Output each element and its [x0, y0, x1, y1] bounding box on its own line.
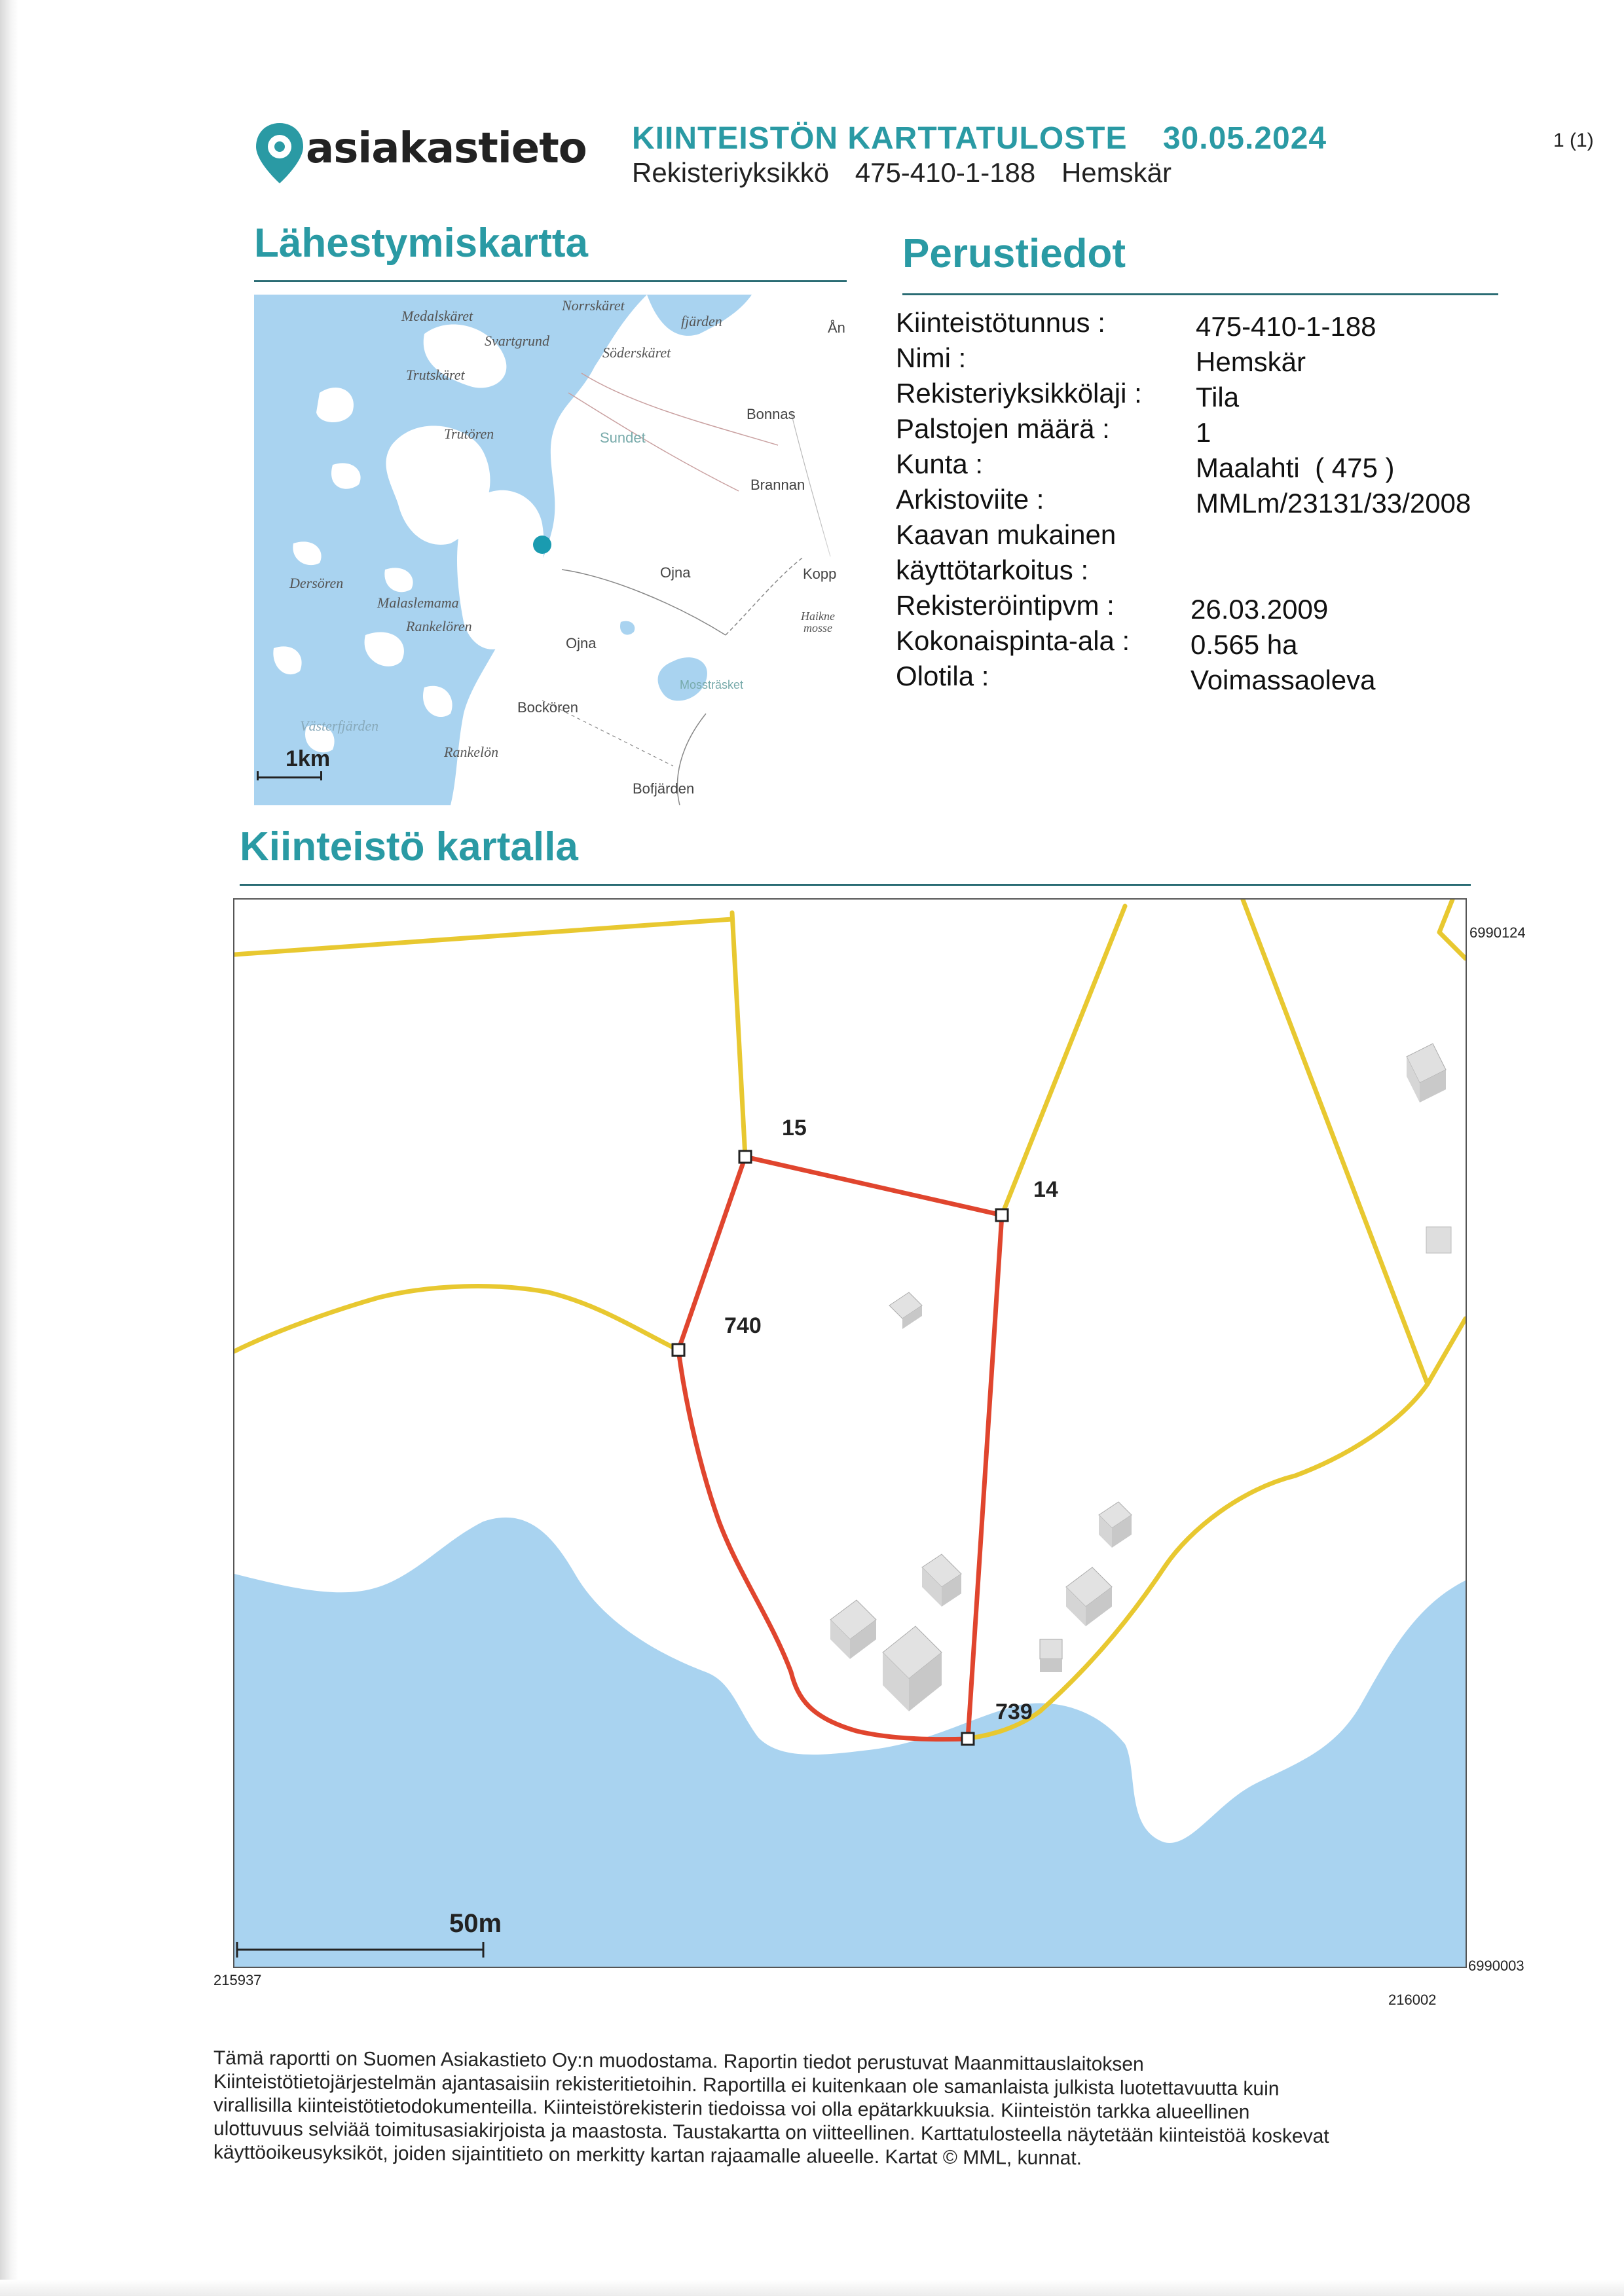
register-unit-name: Hemskär: [1061, 157, 1172, 188]
place-label: Haikne mosse: [801, 610, 835, 634]
point-label-15: 15: [782, 1116, 807, 1140]
info-value: 1: [1196, 417, 1211, 448]
boundary-line: [234, 919, 732, 955]
info-label: Olotila :: [896, 661, 989, 691]
disclaimer-line: Kiinteistötietojärjestelmän ajantasaisiin rekisteritietoihin. Raportilla ei kuitenkaan ole samanlaista julkista luotettavuutta kuin: [213, 2071, 1280, 2100]
info-label: Kunta :: [896, 448, 984, 479]
basic-info-title-rule: [902, 293, 1498, 295]
info-label: Kokonaispinta-ala :: [896, 625, 1130, 656]
point-label-739: 739: [995, 1700, 1033, 1724]
map-scale-label: 50m: [449, 1909, 502, 1938]
disclaimer-line: käyttöoikeusyksiköt, joiden sijaintitieto on merkitty kartan rajaamalle alueelle. Kartat © MML, kunnat.: [213, 2141, 1082, 2170]
overview-scale-label: 1km: [286, 746, 331, 771]
place-label: Ojna: [566, 635, 597, 651]
info-value: Tila: [1196, 382, 1240, 412]
point-label-740: 740: [724, 1313, 762, 1338]
location-pin-icon: [252, 120, 307, 186]
place-label: Mossträsket: [680, 678, 744, 691]
page-number: 1 (1): [1553, 130, 1594, 151]
place-label: Ojna: [660, 564, 691, 581]
point-label-14: 14: [1033, 1177, 1058, 1202]
property-map-graphic: [234, 900, 1466, 1967]
info-value: Maalahti ( 475 ): [1196, 452, 1395, 483]
basic-info-title: Perustiedot: [902, 231, 1126, 276]
place-label: Dersören: [289, 575, 344, 591]
info-value: 475-410-1-188: [1196, 311, 1376, 342]
boundary-point-14: [996, 1209, 1008, 1221]
info-label: Nimi :: [896, 342, 967, 373]
disclaimer-line: Tämä raportti on Suomen Asiakastieto Oy:n muodostama. Raportin tiedot perustuvat Maanmittauslaitoksen: [213, 2047, 1144, 2075]
boundary-point-15: [739, 1151, 751, 1163]
boundary-line: [1243, 900, 1428, 1384]
property-map: [233, 898, 1467, 1968]
report-date: 30.05.2024: [1162, 121, 1327, 156]
boundary-line: [1439, 900, 1466, 958]
place-label: Bockören: [517, 699, 578, 716]
info-label: Arkistoviite :: [896, 484, 1044, 515]
water-area: [234, 1518, 1466, 1967]
boundary-point-739: [962, 1733, 974, 1745]
coord-bottom-left: 215937: [213, 1972, 262, 1988]
info-label: käyttötarkoitus :: [896, 555, 1089, 585]
place-label: Rankelören: [406, 618, 472, 634]
register-unit-label: Rekisteriyksikkö: [632, 157, 830, 188]
place-label: Bonnas: [747, 406, 796, 422]
place-label: Kopp: [803, 566, 837, 582]
place-label: Brannan: [750, 477, 805, 493]
place-label: Malaslemama: [377, 594, 459, 611]
register-unit-id: 475-410-1-188: [855, 157, 1036, 188]
place-label: Ån: [828, 319, 845, 336]
disclaimer: [213, 2047, 1497, 2170]
boundary-point-740: [673, 1344, 684, 1356]
place-label: Västerfjärden: [300, 718, 379, 734]
disclaimer-line: ulottuvuus selviää toimitusasiakirjoista ja maastosta. Taustakartta on viitteellinen. Karttatulosteella näytetään kiinteistöä koskevat: [213, 2118, 1329, 2147]
property-map-title: Kiinteistö kartalla: [240, 824, 578, 869]
place-label: Söderskäret: [602, 344, 671, 361]
overview-title-rule: [254, 280, 847, 282]
info-value: 0.565 ha: [1190, 629, 1298, 660]
scan-bottom-edge: [0, 2280, 1624, 2296]
property-map-title-rule: [240, 884, 1471, 886]
info-label: Kaavan mukainen: [896, 519, 1116, 550]
place-label: Norrskäret: [562, 297, 625, 314]
info-value: Voimassaoleva: [1190, 665, 1376, 695]
place-label: Medalskäret: [401, 308, 473, 324]
info-label: Kiinteistötunnus :: [896, 307, 1105, 338]
coord-bottom-right: 6990003: [1468, 1958, 1524, 1974]
info-label: Palstojen määrä :: [896, 413, 1110, 444]
info-value: 26.03.2009: [1190, 594, 1329, 625]
coord-bottom-x: 216002: [1388, 1992, 1437, 2008]
register-unit-line: [632, 157, 1172, 189]
scan-edge: [0, 0, 18, 2296]
report-title-text: KIINTEISTÖN KARTTATULOSTE: [632, 121, 1128, 156]
place-label: Bofjärden: [633, 780, 695, 797]
disclaimer-line: virallisilla kiinteistötietodokumenteilla. Kiinteistörekisterin tiedoissa voi olla epätarkkuuksia. Kiinteistön tarkka alueellinen: [213, 2094, 1250, 2124]
boundary-line: [234, 1286, 678, 1351]
place-label: Sundet: [600, 429, 646, 446]
parcel-boundary: [678, 1157, 1002, 1740]
brand-name: asiakastieto: [306, 124, 587, 173]
info-label: Rekisteriyksikkölaji :: [896, 378, 1142, 409]
report-title: [632, 120, 1327, 156]
place-label: Trutören: [444, 426, 494, 442]
buildings: [830, 1044, 1451, 1711]
boundary-line: [732, 913, 745, 1157]
overview-map-title: Lähestymiskartta: [254, 221, 589, 266]
info-value: MMLm/23131/33/2008: [1196, 488, 1471, 519]
place-label: Svartgrund: [485, 333, 549, 349]
info-value: Hemskär: [1196, 346, 1306, 377]
info-label: Rekisteröintipvm :: [896, 590, 1115, 621]
brand-logo: [252, 117, 593, 189]
coord-top-right: 6990124: [1469, 924, 1526, 941]
overview-location-marker: [533, 536, 551, 554]
place-label: Rankelön: [444, 744, 499, 760]
place-label: Trutskäret: [406, 367, 465, 383]
place-label: fjärden: [681, 313, 722, 329]
overview-map: [254, 295, 847, 805]
boundary-line: [1002, 906, 1125, 1215]
